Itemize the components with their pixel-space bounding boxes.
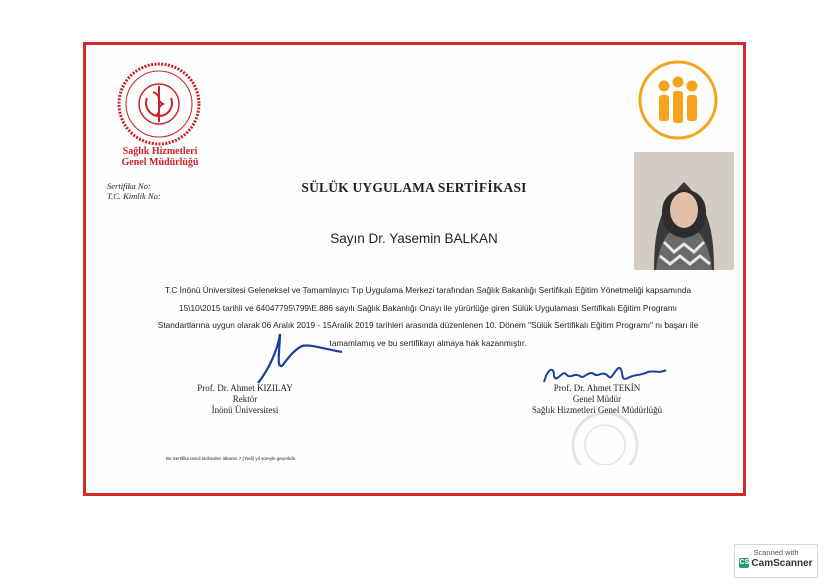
camscanner-badge (734, 544, 818, 578)
certificate-body (118, 282, 738, 352)
ministry-line2: Genel Müdürlüğü (121, 157, 199, 168)
ministry-seal-icon (117, 62, 201, 146)
signatory-right-name: Prof. Dr. Ahmet TEKİN (553, 383, 641, 393)
ministry-line1: Sağlık Hizmetleri (122, 146, 198, 157)
scanner-line1: Scanned with (753, 548, 799, 557)
scanner-line2: CamScanner (751, 558, 813, 569)
body-line: tamamlamış ve bu sertifikayı almaya hak kazanmıştır. (329, 337, 527, 348)
signatory-right-org: Sağlık Hizmetleri Genel Müdürlüğü (531, 405, 663, 415)
signatory-left-name: Prof. Dr. Ahmet KIZILAY (197, 383, 293, 393)
signature-left (250, 328, 350, 386)
stamp-icon (560, 405, 650, 465)
recipient-photo (634, 152, 734, 270)
certificate-title: SÜLÜK UYGULAMA SERTİFİKASI (301, 180, 527, 195)
camscanner-icon: CS (739, 559, 750, 567)
signatory-right-role: Genel Müdür (572, 394, 622, 404)
scanner-brand (735, 558, 817, 569)
ministry-name (100, 146, 220, 168)
university-center-logo-icon (638, 60, 718, 140)
id-no-label: T.C. Kimlik No: (107, 191, 161, 201)
signatory-left (170, 383, 320, 416)
body-line: 15\10\2015 tarihli ve 64047795\799\E.886 sayılı Sağlık Bakanlığı Onayı ile yürürlüğe giren Sülük Uygulaması Sertifikalı Eğitim Programı (178, 302, 678, 313)
certificate-no-label: Sertifika No: (107, 181, 151, 191)
signatory-left-role: Rektör (232, 394, 258, 404)
recipient-name: Sayın Dr. Yasemin BALKAN (330, 231, 498, 246)
validity-note: Bu Sertifika tescil tarihinden itibaren 7 (Yedi) yıl süreyle geçerlidir. (166, 456, 297, 461)
body-line: T.C İnönü Üniversitesi Geleneksel ve Tamamlayıcı Tıp Uygulama Merkezi tarafından Sağlık Bakanlığı Sertifikalı Eğitim Yönetmeliği kapsamında (164, 285, 692, 295)
body-line: Standartlarına uygun olarak 06 Aralık 2019 - 15Aralık 2019 tarihleri arasında düzenlenen 10. Dönem "Sülük Sertifikalı Eğitim Programı" nı başarı ile (157, 320, 699, 330)
signatory-left-org: İnönü Üniversitesi (211, 405, 279, 415)
